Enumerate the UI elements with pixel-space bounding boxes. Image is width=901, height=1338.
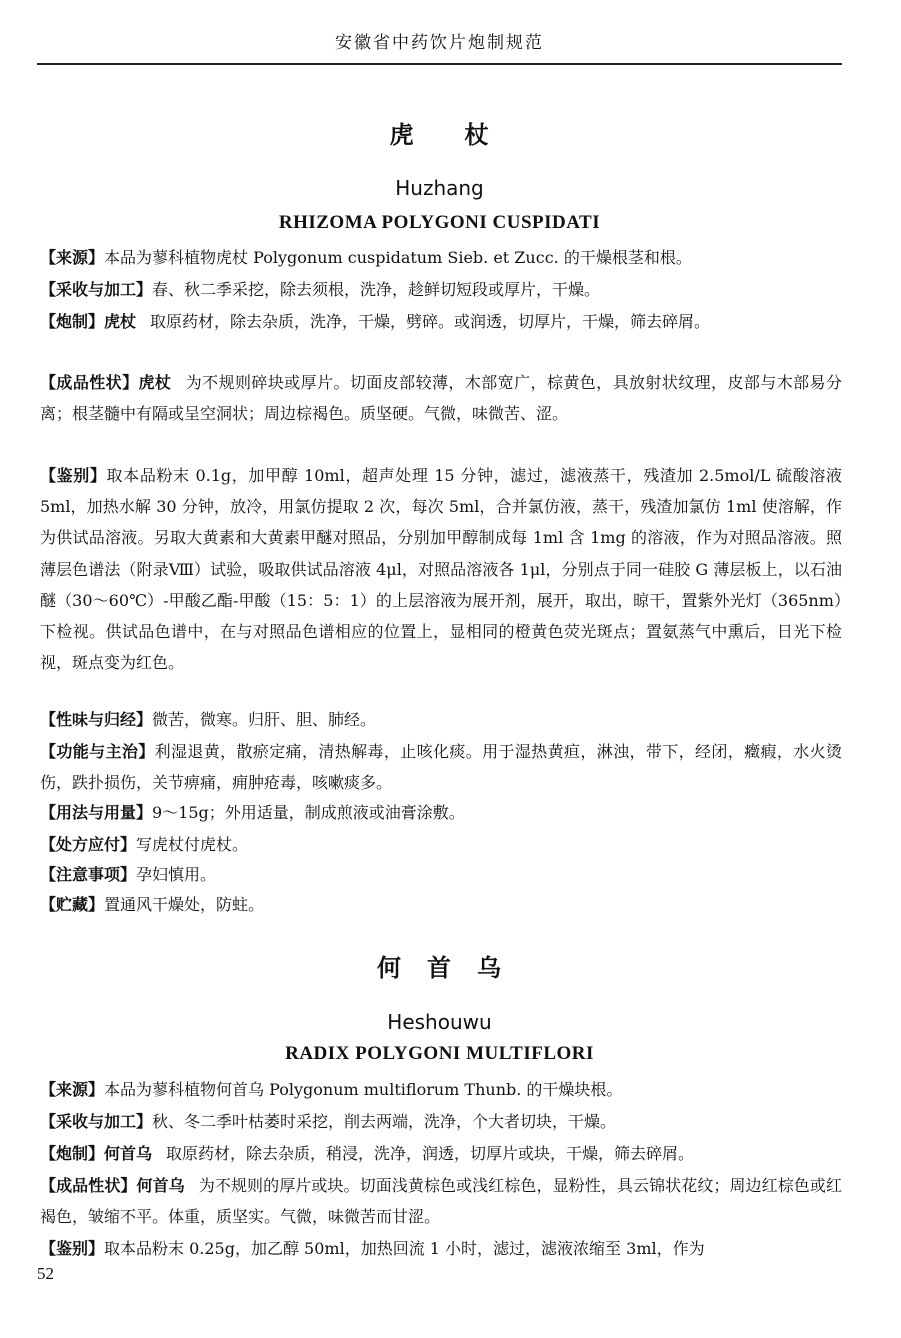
section-caution: [40, 859, 842, 890]
section-text: 取原药材，除去杂质，稍浸，洗净，润透，切厚片或块，干燥，筛去碎屑。: [166, 1144, 695, 1163]
section-text: 9～15g；外用适量，制成煎液或油膏涂敷。: [152, 803, 465, 822]
section-text: 置通风干燥处，防蛀。: [104, 895, 265, 914]
section-prescription: [40, 829, 842, 860]
section-source: [40, 1074, 842, 1105]
section-storage: [40, 889, 842, 920]
section-processing: [40, 306, 842, 337]
running-header: 安徽省中药饮片炮制规范: [335, 33, 544, 53]
section-text: 为不规则的厚片或块。切面浅黄棕色或浅红棕色，显粉性，具云锦状花纹；周边红棕色或红褐色，皱缩不平。体重，质坚实。气微，味微苦而甘涩。: [40, 1176, 842, 1227]
section-text: 微苦，微寒。归肝、胆、肺经。: [152, 710, 377, 729]
section-text: 利湿退黄，散瘀定痛，清热解毒，止咳化痰。用于湿热黄疸，淋浊，带下，经闭，癥瘕，水火烫伤，跌扑损伤，关节痹痛，痈肿疮毒，咳嗽痰多。: [40, 742, 842, 793]
section-label: 【来源】: [40, 1080, 105, 1099]
section-sublabel: 虎杖: [104, 312, 137, 331]
section-text: 取本品粉末 0.1g，加甲醇 10ml，超声处理 15 分钟，滤过，滤液蒸干，残渣加 2.5mol/L 硫酸溶液 5ml，加热水解 30 分钟，放冷，用氯仿提取 2 次，每次 5ml，合并氯仿液，蒸干，残渣加氯仿 1ml 使溶解，作为供试品溶液。另取大黄素和大黄素甲醚对照品，分别加甲醇制成每 1ml 含 1mg 的溶液，作为对照品溶液。照薄层色谱法（附录Ⅷ）试验，吸取供试品溶液 4μl，对照品溶液各 1μl，分别点于同一硅胶 G 薄层板上，以石油醚（30～60℃）-甲酸乙酯-甲酸（15：5：1）的上层溶液为展开剂，展开，取出，晾干，置紫外光灯（365nm）下检视。供试品色谱中，在与对照品色谱相应的位置上，显相同的橙黄色荧光斑点；置氨蒸气中熏后，日光下检视，斑点变为红色。: [40, 466, 842, 673]
entry-latin-name: RHIZOMA POLYGONI CUSPIDATI: [278, 212, 601, 233]
section-properties: [40, 367, 842, 429]
section-label: 【炮制】: [40, 1144, 105, 1163]
section-label: 【成品性状】: [40, 1176, 137, 1195]
section-text: 取本品粉末 0.25g，加乙醇 50ml，加热回流 1 小时，滤过，滤液浓缩至 3ml，作为: [104, 1239, 705, 1258]
section-label: 【处方应付】: [40, 835, 137, 854]
section-harvest: [40, 274, 842, 305]
section-label: 【炮制】: [40, 312, 105, 331]
section-identification: [40, 1233, 842, 1264]
entry-title: 何 首 乌: [377, 954, 502, 982]
section-label: 【采收与加工】: [40, 280, 153, 299]
section-sublabel: 何首乌: [104, 1144, 153, 1163]
section-text: 孕妇慎用。: [136, 865, 217, 884]
section-text: 本品为蓼科植物虎杖 Polygonum cuspidatum Sieb. et Zucc. 的干燥根茎和根。: [104, 248, 692, 267]
section-identification: [40, 460, 842, 678]
entry-pinyin: Heshouwu: [387, 1010, 492, 1034]
section-text: 写虎杖付虎杖。: [136, 835, 249, 854]
header-divider: [37, 63, 842, 65]
section-label: 【鉴别】: [40, 1239, 105, 1258]
section-text: 秋、冬二季叶枯萎时采挖，削去两端，洗净，个大者切块，干燥。: [152, 1112, 617, 1131]
page-number: 52: [37, 1264, 54, 1283]
entry-title: 虎 杖: [389, 121, 490, 149]
section-sublabel: 何首乌: [136, 1176, 185, 1195]
section-label: 【贮藏】: [40, 895, 105, 914]
section-text: 取原药材，除去杂质，洗净，干燥，劈碎。或润透，切厚片，干燥，筛去碎屑。: [150, 312, 711, 331]
section-processing: [40, 1138, 842, 1169]
section-label: 【性味与归经】: [40, 710, 153, 729]
entry-latin-name: RADIX POLYGONI MULTIFLORI: [285, 1043, 594, 1064]
section-label: 【来源】: [40, 248, 105, 267]
section-properties: [40, 1170, 842, 1232]
section-nature: [40, 704, 842, 735]
section-label: 【注意事项】: [40, 865, 137, 884]
section-label: 【用法与用量】: [40, 803, 153, 822]
section-label: 【采收与加工】: [40, 1112, 153, 1131]
section-source: [40, 242, 842, 273]
section-function: [40, 736, 842, 798]
section-usage: [40, 797, 842, 828]
section-text: 本品为蓼科植物何首乌 Polygonum multiflorum Thunb. 的干燥块根。: [104, 1080, 623, 1099]
section-label: 【成品性状】: [40, 373, 139, 392]
section-harvest: [40, 1106, 842, 1137]
section-text: 春、秋二季采挖，除去须根，洗净，趁鲜切短段或厚片，干燥。: [152, 280, 601, 299]
entry-pinyin: Huzhang: [395, 176, 484, 200]
section-label: 【功能与主治】: [40, 742, 155, 761]
section-text: 为不规则碎块或厚片。切面皮部较薄，木部宽广，棕黄色，具放射状纹理，皮部与木部易分离；根茎髓中有隔或呈空洞状；周边棕褐色。质坚硬。气微，味微苦、涩。: [40, 373, 842, 424]
section-sublabel: 虎杖: [138, 373, 172, 392]
section-label: 【鉴别】: [40, 466, 107, 485]
